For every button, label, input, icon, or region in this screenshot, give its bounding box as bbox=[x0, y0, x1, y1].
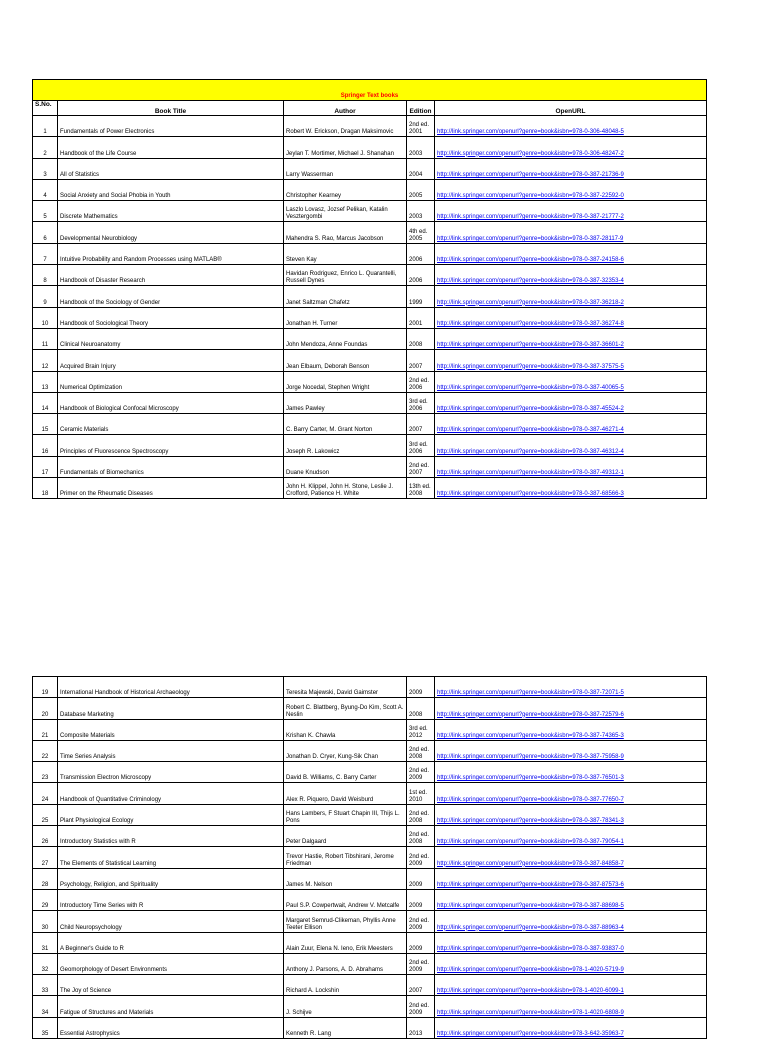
row-book-title: Introductory Statistics with R bbox=[58, 826, 284, 847]
row-edition: 1999 bbox=[407, 286, 435, 307]
row-sno: 19 bbox=[33, 677, 58, 698]
row-book-title: Numerical Optimization bbox=[58, 371, 284, 392]
row-sno: 29 bbox=[33, 889, 58, 910]
row-book-title: Handbook of the Sociology of Gender bbox=[58, 286, 284, 307]
table-row bbox=[33, 847, 707, 868]
row-edition: 2nd ed. 2009 bbox=[407, 996, 435, 1017]
row-openurl-link[interactable]: http://link.springer.com/openurl?genre=book&isbn=978-0-387-68566-3 bbox=[435, 478, 707, 499]
row-sno: 7 bbox=[33, 243, 58, 264]
row-edition: 2013 bbox=[407, 1017, 435, 1038]
row-author: David B. Williams, C. Barry Carter bbox=[284, 762, 407, 783]
table-row bbox=[33, 677, 707, 698]
row-author: Jeylan T. Mortimer, Michael J. Shanahan bbox=[284, 137, 407, 158]
row-openurl-link[interactable]: http://link.springer.com/openurl?genre=book&isbn=978-0-387-28117-9 bbox=[435, 222, 707, 243]
row-openurl-link[interactable]: http://link.springer.com/openurl?genre=book&isbn=978-0-387-36218-2 bbox=[435, 286, 707, 307]
row-edition: 2nd ed. 2008 bbox=[407, 740, 435, 761]
row-openurl-link[interactable]: http://link.springer.com/openurl?genre=book&isbn=978-0-387-40065-5 bbox=[435, 371, 707, 392]
header-edition: Edition bbox=[407, 101, 435, 116]
row-openurl-link[interactable]: http://link.springer.com/openurl?genre=book&isbn=978-0-306-48247-2 bbox=[435, 137, 707, 158]
row-edition: 2004 bbox=[407, 158, 435, 179]
row-edition: 2001 bbox=[407, 307, 435, 328]
row-author: Laszlo Lovasz, Jozsef Pelikan, Katalin Vesztergombi bbox=[284, 201, 407, 222]
row-openurl-link[interactable]: http://link.springer.com/openurl?genre=book&isbn=978-3-642-35963-7 bbox=[435, 1017, 707, 1038]
header-book-title: Book Title bbox=[58, 101, 284, 116]
row-book-title: Handbook of Quantitative Criminology bbox=[58, 783, 284, 804]
row-openurl-link[interactable]: http://link.springer.com/openurl?genre=book&isbn=978-0-387-74365-3 bbox=[435, 719, 707, 740]
row-book-title: Handbook of Biological Confocal Microscopy bbox=[58, 392, 284, 413]
table-row bbox=[33, 158, 707, 179]
row-author: Trevor Hastie, Robert Tibshirani, Jerome Friedman bbox=[284, 847, 407, 868]
row-edition: 2nd ed. 2008 bbox=[407, 804, 435, 825]
row-author: Peter Dalgaard bbox=[284, 826, 407, 847]
table-row bbox=[33, 698, 707, 719]
table-row bbox=[33, 762, 707, 783]
table-row bbox=[33, 286, 707, 307]
row-openurl-link[interactable]: http://link.springer.com/openurl?genre=book&isbn=978-0-387-77650-7 bbox=[435, 783, 707, 804]
row-book-title: Ceramic Materials bbox=[58, 414, 284, 435]
table-row bbox=[33, 414, 707, 435]
table-row bbox=[33, 392, 707, 413]
row-openurl-link[interactable]: http://link.springer.com/openurl?genre=book&isbn=978-0-387-78341-3 bbox=[435, 804, 707, 825]
row-author: Krishan K. Chawla bbox=[284, 719, 407, 740]
row-sno: 24 bbox=[33, 783, 58, 804]
row-author: Jorge Nocedal, Stephen Wright bbox=[284, 371, 407, 392]
row-author: John Mendoza, Anne Foundas bbox=[284, 328, 407, 349]
row-edition: 2005 bbox=[407, 179, 435, 200]
row-openurl-link[interactable]: http://link.springer.com/openurl?genre=book&isbn=978-0-306-48048-5 bbox=[435, 116, 707, 137]
table-row bbox=[33, 911, 707, 932]
row-book-title: Discrete Mathematics bbox=[58, 201, 284, 222]
row-author: Steven Kay bbox=[284, 243, 407, 264]
table-row bbox=[33, 478, 707, 499]
row-openurl-link[interactable]: http://link.springer.com/openurl?genre=book&isbn=978-0-387-36601-2 bbox=[435, 328, 707, 349]
row-book-title: A Beginner's Guide to R bbox=[58, 932, 284, 953]
table-row bbox=[33, 116, 707, 137]
header-sno: S.No. bbox=[33, 101, 58, 116]
row-book-title: Social Anxiety and Social Phobia in Youth bbox=[58, 179, 284, 200]
table-row bbox=[33, 137, 707, 158]
row-sno: 2 bbox=[33, 137, 58, 158]
row-openurl-link[interactable]: http://link.springer.com/openurl?genre=book&isbn=978-0-387-21777-2 bbox=[435, 201, 707, 222]
row-edition: 2nd ed. 2009 bbox=[407, 953, 435, 974]
table-row bbox=[33, 350, 707, 371]
row-sno: 17 bbox=[33, 456, 58, 477]
row-author: James M. Nelson bbox=[284, 868, 407, 889]
row-edition: 3rd ed. 2006 bbox=[407, 435, 435, 456]
row-author: Havidan Rodriguez, Enrico L. Quarantelli, Russell Dynes bbox=[284, 265, 407, 286]
row-sno: 22 bbox=[33, 740, 58, 761]
row-openurl-link[interactable]: http://link.springer.com/openurl?genre=book&isbn=978-0-387-21736-9 bbox=[435, 158, 707, 179]
row-edition: 2008 bbox=[407, 698, 435, 719]
row-openurl-link[interactable]: http://link.springer.com/openurl?genre=book&isbn=978-0-387-84858-7 bbox=[435, 847, 707, 868]
row-book-title: Handbook of Sociological Theory bbox=[58, 307, 284, 328]
row-sno: 14 bbox=[33, 392, 58, 413]
table-row bbox=[33, 719, 707, 740]
row-author: James Pawley bbox=[284, 392, 407, 413]
table-title: Springer Text books bbox=[33, 80, 707, 101]
row-book-title: Intuitive Probability and Random Processes using MATLAB® bbox=[58, 243, 284, 264]
row-sno: 27 bbox=[33, 847, 58, 868]
row-sno: 10 bbox=[33, 307, 58, 328]
row-sno: 9 bbox=[33, 286, 58, 307]
row-author: Janet Saltzman Chafetz bbox=[284, 286, 407, 307]
row-sno: 3 bbox=[33, 158, 58, 179]
row-author: Paul S.P. Cowpertwait, Andrew V. Metcalfe bbox=[284, 889, 407, 910]
table-row bbox=[33, 1017, 707, 1038]
row-openurl-link[interactable]: http://link.springer.com/openurl?genre=book&isbn=978-0-387-88963-4 bbox=[435, 911, 707, 932]
row-author: C. Barry Carter, M. Grant Norton bbox=[284, 414, 407, 435]
table-row bbox=[33, 179, 707, 200]
row-edition: 2007 bbox=[407, 350, 435, 371]
row-openurl-link[interactable]: http://link.springer.com/openurl?genre=book&isbn=978-0-387-46312-4 bbox=[435, 435, 707, 456]
row-book-title: Transmission Electron Microscopy bbox=[58, 762, 284, 783]
table-row bbox=[33, 826, 707, 847]
row-openurl-link[interactable]: http://link.springer.com/openurl?genre=book&isbn=978-0-387-45524-2 bbox=[435, 392, 707, 413]
row-edition: 2009 bbox=[407, 932, 435, 953]
row-edition: 2009 bbox=[407, 677, 435, 698]
row-openurl-link[interactable]: http://link.springer.com/openurl?genre=book&isbn=978-0-387-24158-6 bbox=[435, 243, 707, 264]
row-book-title: Developmental Neurobiology bbox=[58, 222, 284, 243]
row-sno: 1 bbox=[33, 116, 58, 137]
row-openurl-link[interactable]: http://link.springer.com/openurl?genre=book&isbn=978-0-387-49312-1 bbox=[435, 456, 707, 477]
row-book-title: Fundamentals of Biomechanics bbox=[58, 456, 284, 477]
row-edition: 2009 bbox=[407, 889, 435, 910]
row-book-title: Handbook of the Life Course bbox=[58, 137, 284, 158]
header-author: Author bbox=[284, 101, 407, 116]
table-row bbox=[33, 456, 707, 477]
row-openurl-link[interactable]: http://link.springer.com/openurl?genre=book&isbn=978-0-387-76501-3 bbox=[435, 762, 707, 783]
row-edition: 2nd ed. 2009 bbox=[407, 847, 435, 868]
book-table-top bbox=[32, 79, 707, 499]
row-sno: 26 bbox=[33, 826, 58, 847]
row-author: Kenneth R. Lang bbox=[284, 1017, 407, 1038]
row-edition: 13th ed. 2008 bbox=[407, 478, 435, 499]
row-book-title: Composite Materials bbox=[58, 719, 284, 740]
table-row bbox=[33, 953, 707, 974]
row-sno: 8 bbox=[33, 265, 58, 286]
row-book-title: Plant Physiological Ecology bbox=[58, 804, 284, 825]
row-author: Margaret Semrud-Clikeman, Phyllis Anne Teeter Ellison bbox=[284, 911, 407, 932]
row-book-title: Child Neuropsychology bbox=[58, 911, 284, 932]
row-author: Mahendra S. Rao, Marcus Jacobson bbox=[284, 222, 407, 243]
row-openurl-link[interactable]: http://link.springer.com/openurl?genre=book&isbn=978-0-387-93837-0 bbox=[435, 932, 707, 953]
row-edition: 2003 bbox=[407, 137, 435, 158]
table-row bbox=[33, 307, 707, 328]
table-row bbox=[33, 201, 707, 222]
row-book-title: Time Series Analysis bbox=[58, 740, 284, 761]
row-author: Alex R. Piquero, David Weisburd bbox=[284, 783, 407, 804]
row-author: Anthony J. Parsons, A. D. Abrahams bbox=[284, 953, 407, 974]
row-edition: 2nd ed. 2006 bbox=[407, 371, 435, 392]
row-author: Duane Knudson bbox=[284, 456, 407, 477]
row-openurl-link[interactable]: http://link.springer.com/openurl?genre=book&isbn=978-1-4020-6808-9 bbox=[435, 996, 707, 1017]
table-row bbox=[33, 868, 707, 889]
row-edition: 2nd ed. 2007 bbox=[407, 456, 435, 477]
row-edition: 2nd ed. 2008 bbox=[407, 826, 435, 847]
row-edition: 2008 bbox=[407, 328, 435, 349]
row-book-title: Clinical Neuroanatomy bbox=[58, 328, 284, 349]
row-openurl-link[interactable]: http://link.springer.com/openurl?genre=book&isbn=978-0-387-22592-0 bbox=[435, 179, 707, 200]
row-book-title: Database Marketing bbox=[58, 698, 284, 719]
row-sno: 28 bbox=[33, 868, 58, 889]
row-sno: 23 bbox=[33, 762, 58, 783]
row-author: Robert C. Blattberg, Byung-Do Kim, Scott A. Neslin bbox=[284, 698, 407, 719]
row-openurl-link[interactable]: http://link.springer.com/openurl?genre=book&isbn=978-0-387-79054-1 bbox=[435, 826, 707, 847]
table-row bbox=[33, 243, 707, 264]
row-book-title: The Elements of Statistical Learning bbox=[58, 847, 284, 868]
table-row bbox=[33, 996, 707, 1017]
row-edition: 2006 bbox=[407, 265, 435, 286]
row-openurl-link[interactable]: http://link.springer.com/openurl?genre=book&isbn=978-0-387-36274-8 bbox=[435, 307, 707, 328]
row-book-title: Principles of Fluorescence Spectroscopy bbox=[58, 435, 284, 456]
row-edition: 3rd ed. 2012 bbox=[407, 719, 435, 740]
row-author: Robert W. Erickson, Dragan Maksimovic bbox=[284, 116, 407, 137]
row-author: Jonathan D. Cryer, Kung-Sik Chan bbox=[284, 740, 407, 761]
row-openurl-link[interactable]: http://link.springer.com/openurl?genre=book&isbn=978-0-387-37575-5 bbox=[435, 350, 707, 371]
row-sno: 30 bbox=[33, 911, 58, 932]
row-edition: 2006 bbox=[407, 243, 435, 264]
row-openurl-link[interactable]: http://link.springer.com/openurl?genre=book&isbn=978-1-4020-5719-9 bbox=[435, 953, 707, 974]
row-book-title: Psychology, Religion, and Spirituality bbox=[58, 868, 284, 889]
row-sno: 12 bbox=[33, 350, 58, 371]
table-row bbox=[33, 328, 707, 349]
book-table-bottom bbox=[32, 676, 707, 1039]
table-row bbox=[33, 783, 707, 804]
row-author: Joseph R. Lakowicz bbox=[284, 435, 407, 456]
row-sno: 5 bbox=[33, 201, 58, 222]
row-author: Larry Wasserman bbox=[284, 158, 407, 179]
row-sno: 21 bbox=[33, 719, 58, 740]
table-row bbox=[33, 932, 707, 953]
row-book-title: Handbook of Disaster Research bbox=[58, 265, 284, 286]
row-book-title: Essential Astrophysics bbox=[58, 1017, 284, 1038]
row-edition: 1st ed. 2010 bbox=[407, 783, 435, 804]
row-openurl-link[interactable]: http://link.springer.com/openurl?genre=book&isbn=978-0-387-32353-4 bbox=[435, 265, 707, 286]
row-openurl-link[interactable]: http://link.springer.com/openurl?genre=book&isbn=978-0-387-46271-4 bbox=[435, 414, 707, 435]
row-sno: 18 bbox=[33, 478, 58, 499]
row-openurl-link[interactable]: http://link.springer.com/openurl?genre=book&isbn=978-0-387-87573-6 bbox=[435, 868, 707, 889]
row-edition: 2nd ed. 2001 bbox=[407, 116, 435, 137]
row-openurl-link[interactable]: http://link.springer.com/openurl?genre=book&isbn=978-0-387-72071-5 bbox=[435, 677, 707, 698]
table-row bbox=[33, 265, 707, 286]
row-author: Alain Zuur, Elena N. Ieno, Erik Meesters bbox=[284, 932, 407, 953]
row-sno: 20 bbox=[33, 698, 58, 719]
row-edition: 2007 bbox=[407, 414, 435, 435]
row-edition: 2nd ed. 2009 bbox=[407, 911, 435, 932]
header-openurl: OpenURL bbox=[435, 101, 707, 116]
row-edition: 4th ed. 2005 bbox=[407, 222, 435, 243]
row-edition: 2009 bbox=[407, 868, 435, 889]
row-edition: 2003 bbox=[407, 201, 435, 222]
row-openurl-link[interactable]: http://link.springer.com/openurl?genre=book&isbn=978-0-387-88698-5 bbox=[435, 889, 707, 910]
row-openurl-link[interactable]: http://link.springer.com/openurl?genre=book&isbn=978-0-387-72579-6 bbox=[435, 698, 707, 719]
row-sno: 31 bbox=[33, 932, 58, 953]
row-sno: 4 bbox=[33, 179, 58, 200]
row-author: Richard A. Lockshin bbox=[284, 975, 407, 996]
row-book-title: Geomorphology of Desert Environments bbox=[58, 953, 284, 974]
row-book-title: International Handbook of Historical Archaeology bbox=[58, 677, 284, 698]
row-author: John H. Klippel, John H. Stone, Leslie J. Crofford, Patience H. White bbox=[284, 478, 407, 499]
row-edition: 2nd ed. 2009 bbox=[407, 762, 435, 783]
row-sno: 34 bbox=[33, 996, 58, 1017]
row-sno: 35 bbox=[33, 1017, 58, 1038]
row-book-title: The Joy of Science bbox=[58, 975, 284, 996]
row-sno: 15 bbox=[33, 414, 58, 435]
row-book-title: Primer on the Rheumatic Diseases bbox=[58, 478, 284, 499]
table-row bbox=[33, 975, 707, 996]
row-sno: 33 bbox=[33, 975, 58, 996]
row-author: Jean Elbaum, Deborah Benson bbox=[284, 350, 407, 371]
row-author: Hans Lambers, F Stuart Chapin III, Thijs L. Pons bbox=[284, 804, 407, 825]
row-author: J. Schijve bbox=[284, 996, 407, 1017]
table-row bbox=[33, 222, 707, 243]
row-book-title: All of Statistics bbox=[58, 158, 284, 179]
row-sno: 13 bbox=[33, 371, 58, 392]
row-sno: 16 bbox=[33, 435, 58, 456]
row-sno: 6 bbox=[33, 222, 58, 243]
row-book-title: Fundamentals of Power Electronics bbox=[58, 116, 284, 137]
row-book-title: Fatigue of Structures and Materials bbox=[58, 996, 284, 1017]
row-openurl-link[interactable]: http://link.springer.com/openurl?genre=book&isbn=978-0-387-75958-9 bbox=[435, 740, 707, 761]
table-row bbox=[33, 804, 707, 825]
row-edition: 3rd ed. 2006 bbox=[407, 392, 435, 413]
row-sno: 25 bbox=[33, 804, 58, 825]
table-row bbox=[33, 889, 707, 910]
row-book-title: Introductory Time Series with R bbox=[58, 889, 284, 910]
table-row bbox=[33, 740, 707, 761]
row-author: Teresita Majewski, David Gaimster bbox=[284, 677, 407, 698]
row-author: Jonathan H. Turner bbox=[284, 307, 407, 328]
header-row bbox=[33, 101, 707, 116]
row-book-title: Acquired Brain Injury bbox=[58, 350, 284, 371]
table-row bbox=[33, 371, 707, 392]
row-sno: 11 bbox=[33, 328, 58, 349]
row-sno: 32 bbox=[33, 953, 58, 974]
row-author: Christopher Kearney bbox=[284, 179, 407, 200]
row-edition: 2007 bbox=[407, 975, 435, 996]
row-openurl-link[interactable]: http://link.springer.com/openurl?genre=book&isbn=978-1-4020-6099-1 bbox=[435, 975, 707, 996]
table-row bbox=[33, 435, 707, 456]
